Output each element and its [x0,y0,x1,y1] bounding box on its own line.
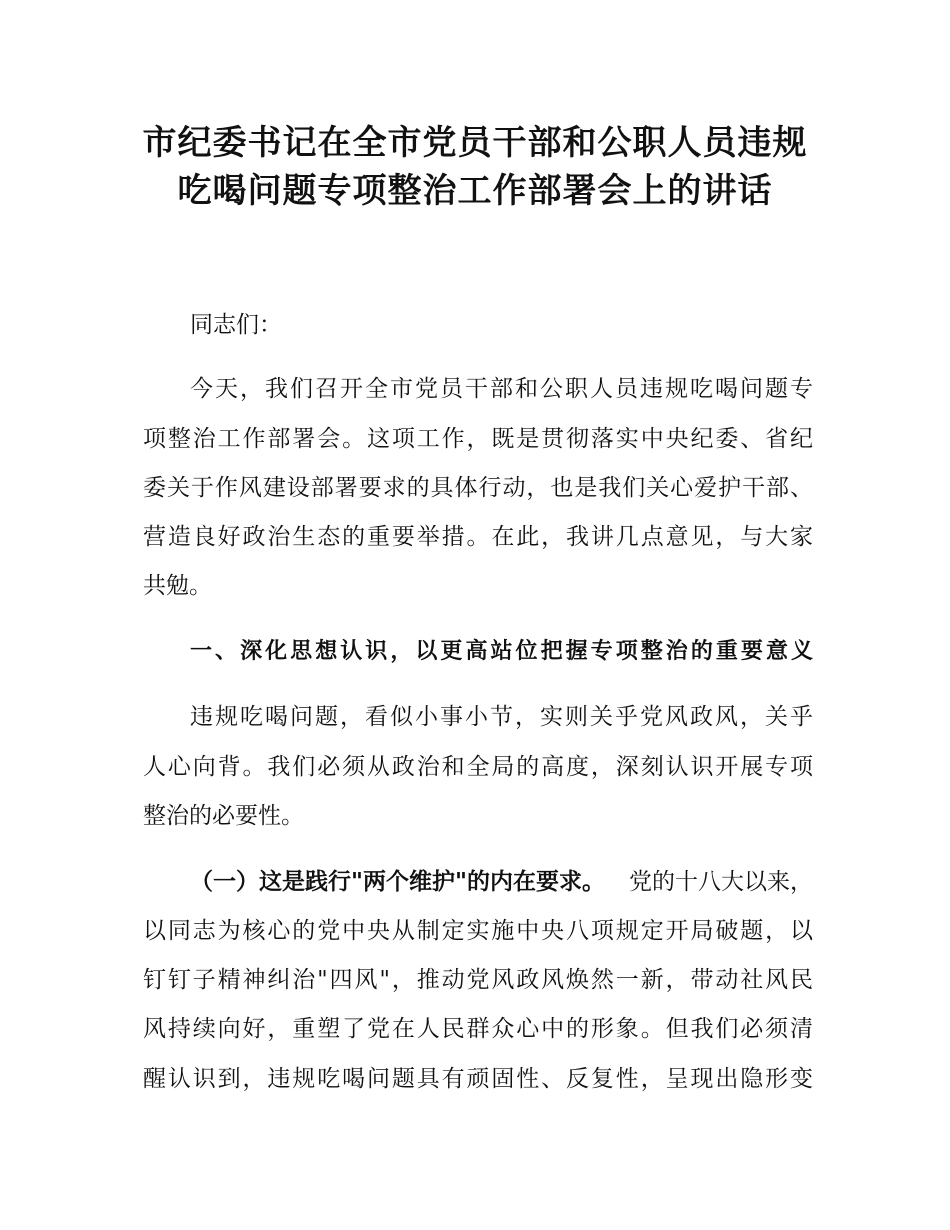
subsection-1-line-4: 风持续向好，重塑了党在人民群众心中的形象。但我们必须清 [143,1016,813,1042]
section-1-line-3: 整治的必要性。 [143,803,304,829]
subsection-1-first-line [190,866,813,898]
intro-line-2: 项整治工作部署会。这项工作，既是贯彻落实中央纪委、省纪 [143,426,813,452]
subsection-1-first-line-rest: 党的十八大以来， [629,869,813,895]
intro-line-5: 共勉。 [143,573,212,599]
document-title-line-2: 吃喝问题专项整治工作部署会上的讲话 [177,171,773,211]
subsection-1-lead: （一）这是践行"两个维护"的内在要求。 [190,869,605,895]
intro-line-1: 今天，我们召开全市党员干部和公职人员违规吃喝问题专 [190,376,813,402]
salutation: 同志们： [190,312,282,338]
section-1-line-1: 违规吃喝问题，看似小事小节，实则关乎党风政风，关乎 [190,704,813,730]
subsection-1-line-2: 以同志为核心的党中央从制定实施中央八项规定开局破题，以 [143,918,813,944]
subsection-1-line-5: 醒认识到，违规吃喝问题具有顽固性、反复性，呈现出隐形变 [143,1066,813,1092]
document-title-line-1: 市纪委书记在全市党员干部和公职人员违规 [142,123,808,163]
intro-line-3: 委关于作风建设部署要求的具体行动，也是我们关心爱护干部、 [143,475,813,501]
intro-line-4: 营造良好政治生态的重要举措。在此，我讲几点意见，与大家 [143,524,813,550]
section-1-heading: 一、深化思想认识，以更高站位把握专项整治的重要意义 [190,639,813,664]
section-1-line-2: 人心向背。我们必须从政治和全局的高度，深刻认识开展专项 [143,754,813,780]
subsection-1-line-3: 钉钉子精神纠治"四风"，推动党风政风焕然一新，带动社风民 [143,967,813,993]
